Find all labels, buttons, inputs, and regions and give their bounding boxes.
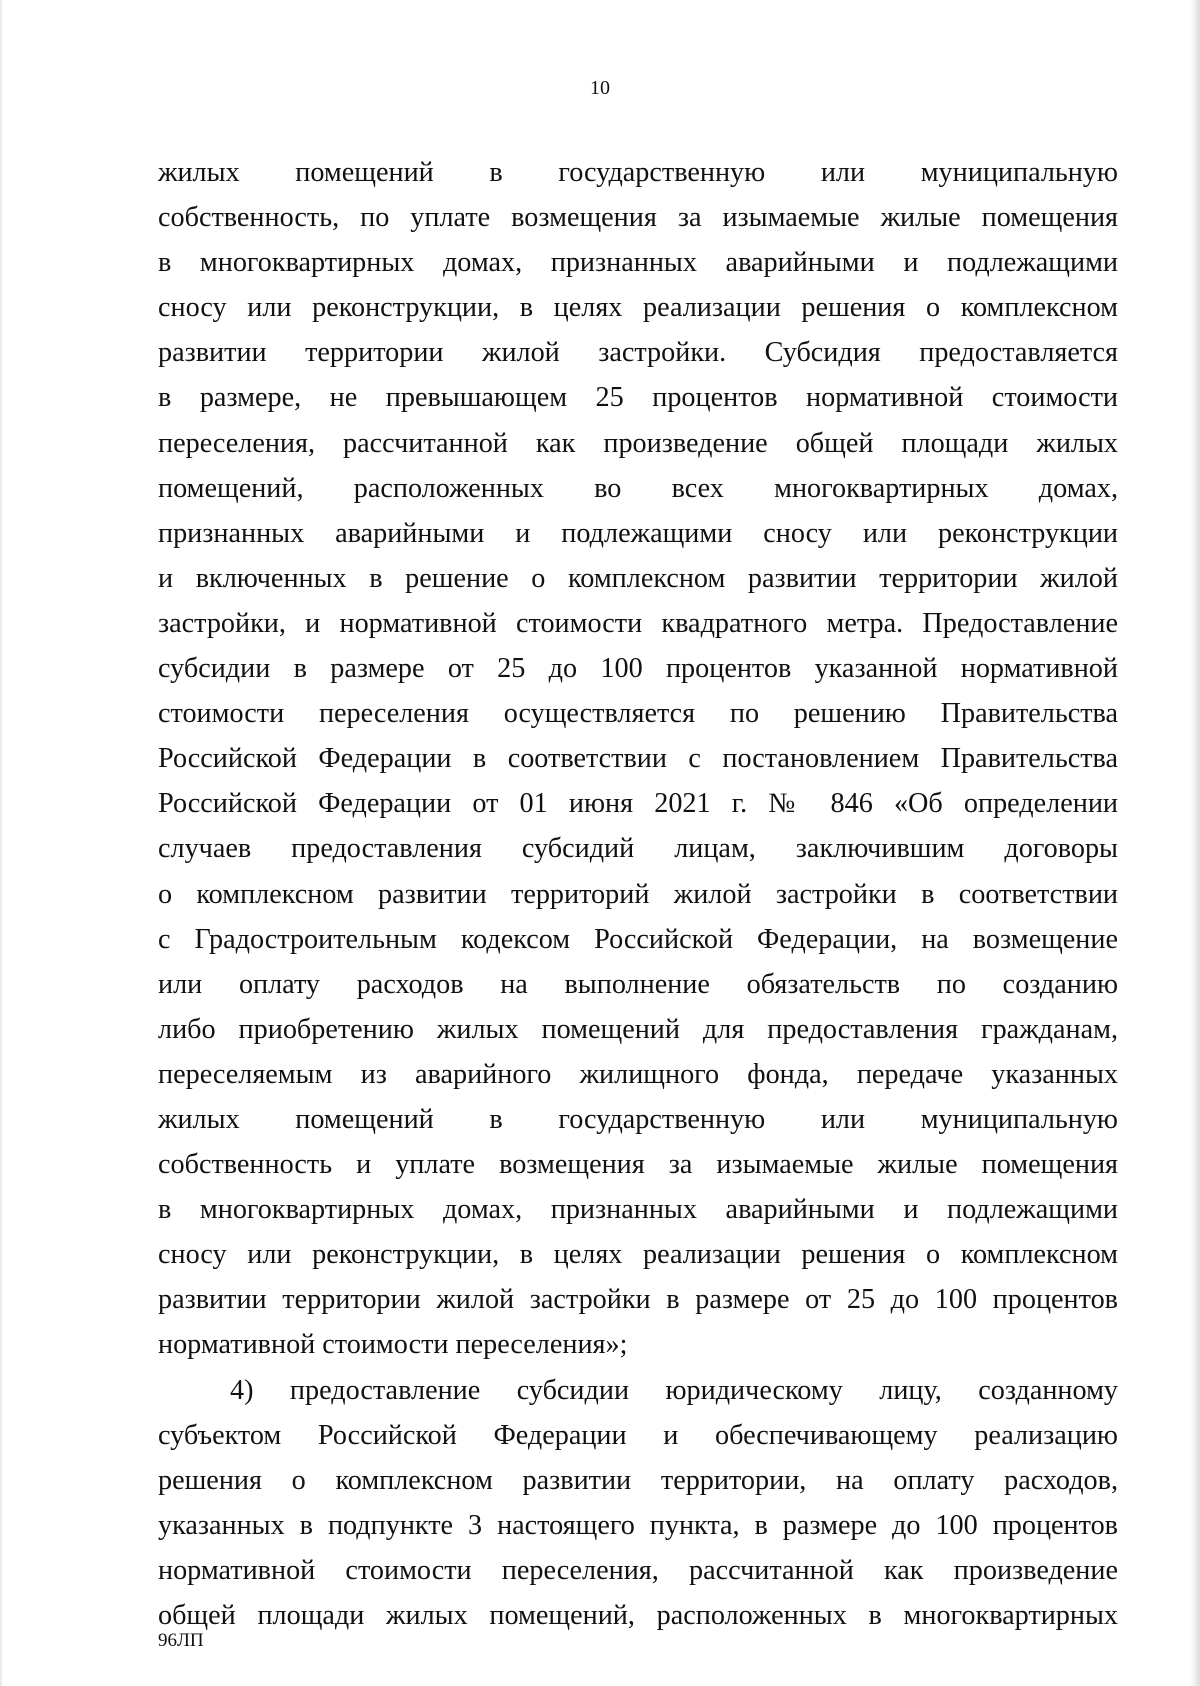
document-body-text bbox=[158, 150, 1118, 1638]
text-line: Российской Федерации от 01 июня 2021 г. № 846 «Об определении bbox=[158, 788, 1118, 820]
text-line: собственность и уплате возмещения за изымаемые жилые помещения bbox=[158, 1149, 1118, 1181]
page-number: 10 bbox=[590, 77, 610, 99]
text-line: помещений, расположенных во всех многоквартирных домах, bbox=[158, 472, 1118, 504]
text-line: развитии территории жилой застройки. Субсидия предоставляется bbox=[158, 337, 1118, 369]
text-line: либо приобретению жилых помещений для предоставления гражданам, bbox=[158, 1013, 1118, 1045]
text-line: субсидии в размере от 25 до 100 процентов указанной нормативной bbox=[158, 653, 1118, 685]
text-line: в многоквартирных домах, признанных аварийными и подлежащими bbox=[158, 1194, 1118, 1226]
text-line: субъектом Российской Федерации и обеспечивающему реализацию bbox=[158, 1419, 1118, 1451]
text-line: развитии территории жилой застройки в размере от 25 до 100 процентов bbox=[158, 1284, 1118, 1316]
text-line: признанных аварийными и подлежащими сносу или реконструкции bbox=[158, 517, 1118, 549]
text-line: сносу или реконструкции, в целях реализации решения о комплексном bbox=[158, 292, 1118, 324]
text-line: общей площади жилых помещений, расположенных в многоквартирных bbox=[158, 1600, 1118, 1631]
text-line: в размере, не превышающем 25 процентов нормативной стоимости bbox=[158, 382, 1118, 414]
text-line: о комплексном развитии территорий жилой застройки в соответствии bbox=[158, 878, 1118, 910]
document-code-footer: 96ЛП bbox=[158, 1630, 204, 1651]
text-line: в многоквартирных домах, признанных аварийными и подлежащими bbox=[158, 247, 1118, 279]
text-line: случаев предоставления субсидий лицам, заключившим договоры bbox=[158, 833, 1118, 865]
text-line: нормативной стоимости переселения, рассчитанной как произведение bbox=[158, 1554, 1118, 1586]
text-line: стоимости переселения осуществляется по решению Правительства bbox=[158, 698, 1118, 730]
text-line: с Градостроительным кодексом Российской Федерации, на возмещение bbox=[158, 923, 1118, 955]
scan-edge-right bbox=[1190, 0, 1200, 1686]
text-line: собственность, по уплате возмещения за изымаемые жилые помещения bbox=[158, 202, 1118, 234]
text-line: нормативной стоимости переселения»; bbox=[158, 1329, 628, 1361]
text-line: сносу или реконструкции, в целях реализации решения о комплексном bbox=[158, 1239, 1118, 1271]
text-line: указанных в подпункте 3 настоящего пункта, в размере до 100 процентов bbox=[158, 1509, 1118, 1541]
text-line: или оплату расходов на выполнение обязательств по созданию bbox=[158, 968, 1118, 1000]
text-line-paragraph-start: 4) предоставление субсидии юридическому лицу, созданному bbox=[230, 1374, 1118, 1406]
text-line: жилых помещений в государственную или муниципальную bbox=[158, 157, 1118, 188]
text-line: Российской Федерации в соответствии с постановлением Правительства bbox=[158, 743, 1118, 775]
text-line: жилых помещений в государственную или муниципальную bbox=[158, 1103, 1118, 1135]
scan-edge-left bbox=[0, 0, 3, 1686]
text-line: решения о комплексном развитии территории, на оплату расходов, bbox=[158, 1464, 1118, 1496]
text-line: переселения, рассчитанной как произведение общей площади жилых bbox=[158, 427, 1118, 459]
text-line: переселяемым из аварийного жилищного фонда, передаче указанных bbox=[158, 1058, 1118, 1090]
text-line: застройки, и нормативной стоимости квадратного метра. Предоставление bbox=[158, 607, 1118, 639]
text-line: и включенных в решение о комплексном развитии территории жилой bbox=[158, 562, 1118, 594]
